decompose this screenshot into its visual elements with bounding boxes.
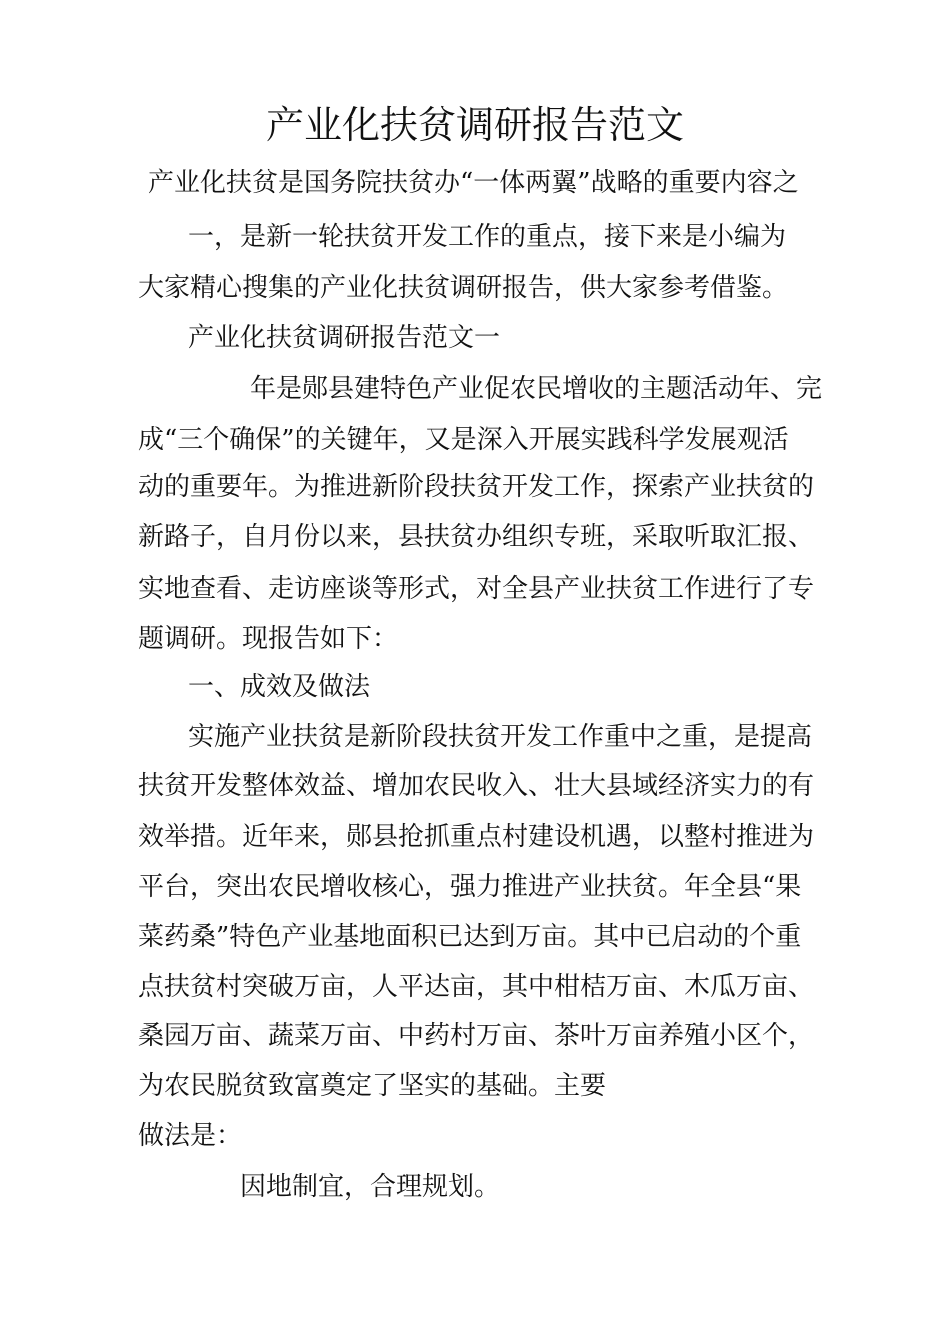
- paragraph-line: 菜药桑”特色产业基地面积已达到万亩。其中已启动的个重: [138, 922, 802, 952]
- paragraph-line: 一，是新一轮扶贫开发工作的重点，接下来是小编为: [188, 222, 787, 252]
- paragraph-line: 点扶贫村突破万亩，人平达亩，其中柑桔万亩、木瓜万亩、: [138, 972, 815, 1002]
- paragraph-line: 平台，突出农民增收核心，强力推进产业扶贫。年全县“果: [138, 872, 802, 902]
- paragraph-line: 成“三个确保”的关键年，又是深入开展实践科学发展观活: [138, 425, 789, 455]
- paragraph-line: 桑园万亩、蔬菜万亩、中药村万亩、茶叶万亩养殖小区个，: [138, 1021, 815, 1051]
- document-title: 产业化扶贫调研报告范文: [265, 103, 684, 147]
- section-heading: 一、成效及做法: [188, 672, 371, 702]
- paragraph-line: 大家精心搜集的产业化扶贫调研报告，供大家参考借鉴。: [138, 273, 789, 303]
- paragraph-line: 动的重要年。为推进新阶段扶贫开发工作，探索产业扶贫的: [138, 472, 815, 502]
- paragraph-line: 为农民脱贫致富奠定了坚实的基础。主要: [138, 1071, 607, 1101]
- paragraph-line: 扶贫开发整体效益、增加农民收入、壮大县域经济实力的有: [138, 771, 815, 801]
- paragraph-line: 实施产业扶贫是新阶段扶贫开发工作重中之重，是提高: [188, 722, 813, 752]
- paragraph-line: 新路子，自月份以来，县扶贫办组织专班，采取听取汇报、: [138, 522, 815, 552]
- subsection-heading: 因地制宜，合理规划。: [240, 1172, 501, 1202]
- paragraph-line: 题调研。现报告如下：: [138, 624, 399, 654]
- paragraph-line: 产业化扶贫是国务院扶贫办“一体两翼”战略的重要内容之: [148, 168, 799, 198]
- paragraph-line: 做法是：: [138, 1121, 243, 1151]
- paragraph-line: 实地查看、走访座谈等形式，对全县产业扶贫工作进行了专: [138, 574, 815, 604]
- paragraph-line: 效举措。近年来，郧县抢抓重点村建设机遇，以整村推进为: [138, 822, 815, 852]
- paragraph-line: 年是郧县建特色产业促农民增收的主题活动年、完: [250, 374, 823, 404]
- section-heading: 产业化扶贫调研报告范文一: [188, 323, 501, 353]
